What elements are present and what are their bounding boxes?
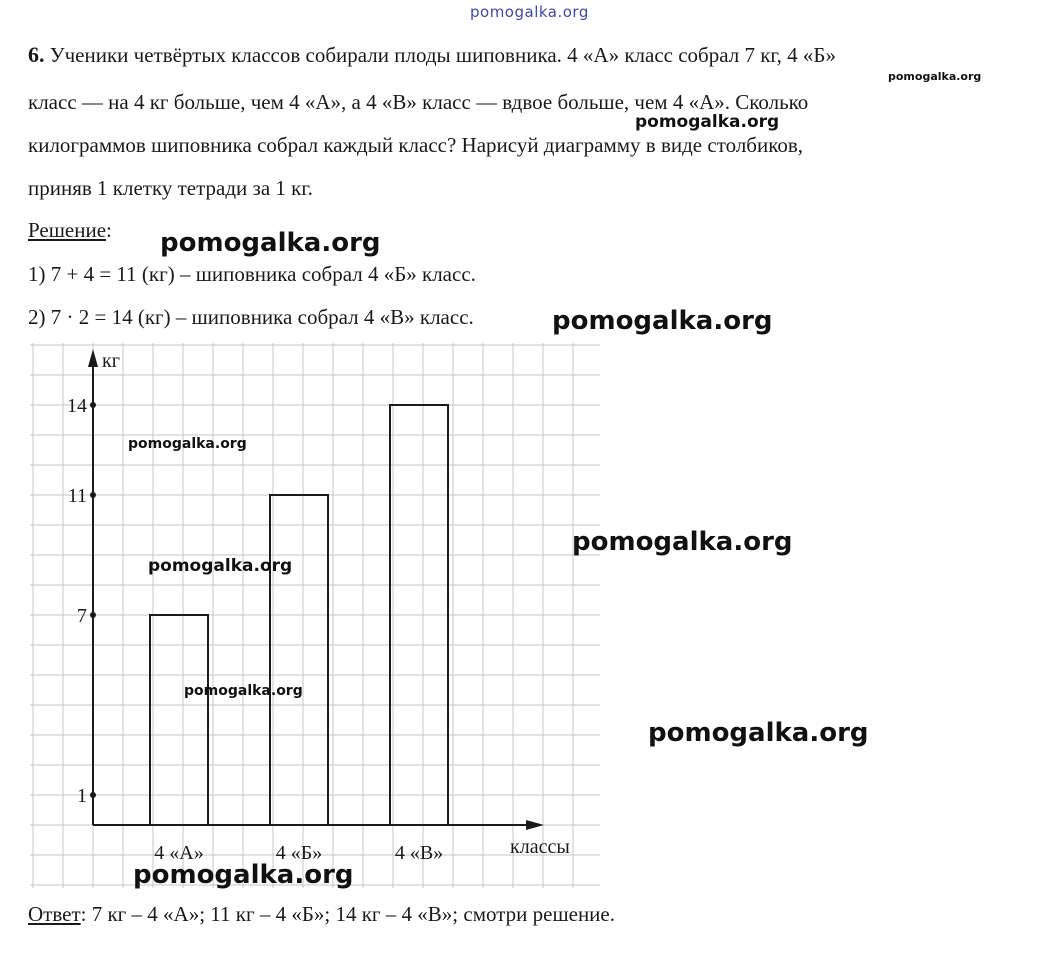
problem-number: 6.: [28, 42, 45, 67]
answer-text: : 7 кг – 4 «А»; 11 кг – 4 «Б»; 14 кг – 4 «В»; смотри решение.: [80, 902, 615, 926]
watermark-mid-top: pomogalka.org: [635, 112, 780, 132]
watermark-solution: pomogalka.org: [160, 228, 381, 258]
solution-heading-line: [28, 218, 112, 243]
solution-step-1: 1) 7 + 4 = 11 (кг) – шиповника собрал 4 «Б» класс.: [28, 262, 476, 286]
problem-text-1: Ученики четвёртых классов собирали плоды шиповника. 4 «А» класс собрал 7 кг, 4 «Б»: [49, 43, 836, 67]
x-tick-label-1: 4 «А»: [154, 842, 204, 864]
y-ticks: [67, 395, 96, 807]
solution-heading-suffix: :: [106, 218, 112, 242]
x-tick-label-3: 4 «В»: [394, 842, 444, 864]
problem-line-1: [28, 42, 836, 68]
bar-2: [270, 495, 328, 825]
y-tick-dot: [90, 402, 96, 408]
answer-line: [28, 902, 615, 927]
watermark-right-2: pomogalka.org: [648, 718, 869, 748]
y-tick-label: 1: [77, 785, 87, 807]
problem-line-4: приняв 1 клетку тетради за 1 кг.: [28, 176, 313, 200]
x-axis-label: классы: [510, 836, 570, 858]
watermark-chart-3: pomogalka.org: [184, 683, 303, 699]
y-tick-label: 7: [77, 605, 87, 627]
solution-heading: Решение: [28, 218, 107, 242]
bar-chart: [30, 343, 600, 888]
problem-line-3: килограммов шиповника собрал каждый класс? Нарисуй диаграмму в виде столбиков,: [28, 133, 804, 157]
y-tick-dot: [90, 492, 96, 498]
watermark-chart-1: pomogalka.org: [128, 436, 247, 452]
watermark-step: pomogalka.org: [552, 306, 773, 336]
y-tick-dot: [90, 792, 96, 798]
problem-line-2: класс — на 4 кг больше, чем 4 «А», а 4 «В» класс — вдвое больше, чем 4 «А». Сколько: [28, 90, 809, 114]
watermark-right-1: pomogalka.org: [572, 527, 793, 557]
bar-1: [150, 615, 208, 825]
y-axis-arrow: [88, 349, 98, 367]
watermark-chart-bottom: pomogalka.org: [133, 860, 354, 890]
y-tick-dot: [90, 612, 96, 618]
answer-label: Ответ: [28, 902, 81, 926]
y-tick-label: 14: [67, 395, 87, 417]
x-axis-arrow: [526, 820, 544, 830]
watermark-top: pomogalka.org: [470, 3, 589, 21]
watermark-right-small: pomogalka.org: [888, 70, 982, 83]
watermark-chart-2: pomogalka.org: [148, 556, 293, 576]
y-axis-label: кг: [102, 350, 120, 372]
solution-step-2: 2) 7 · 2 = 14 (кг) – шиповника собрал 4 «В» класс.: [28, 305, 474, 329]
x-tick-label-2: 4 «Б»: [275, 842, 323, 864]
axes: [88, 349, 544, 830]
grid-lines: [30, 343, 600, 888]
y-tick-label: 11: [67, 485, 87, 507]
